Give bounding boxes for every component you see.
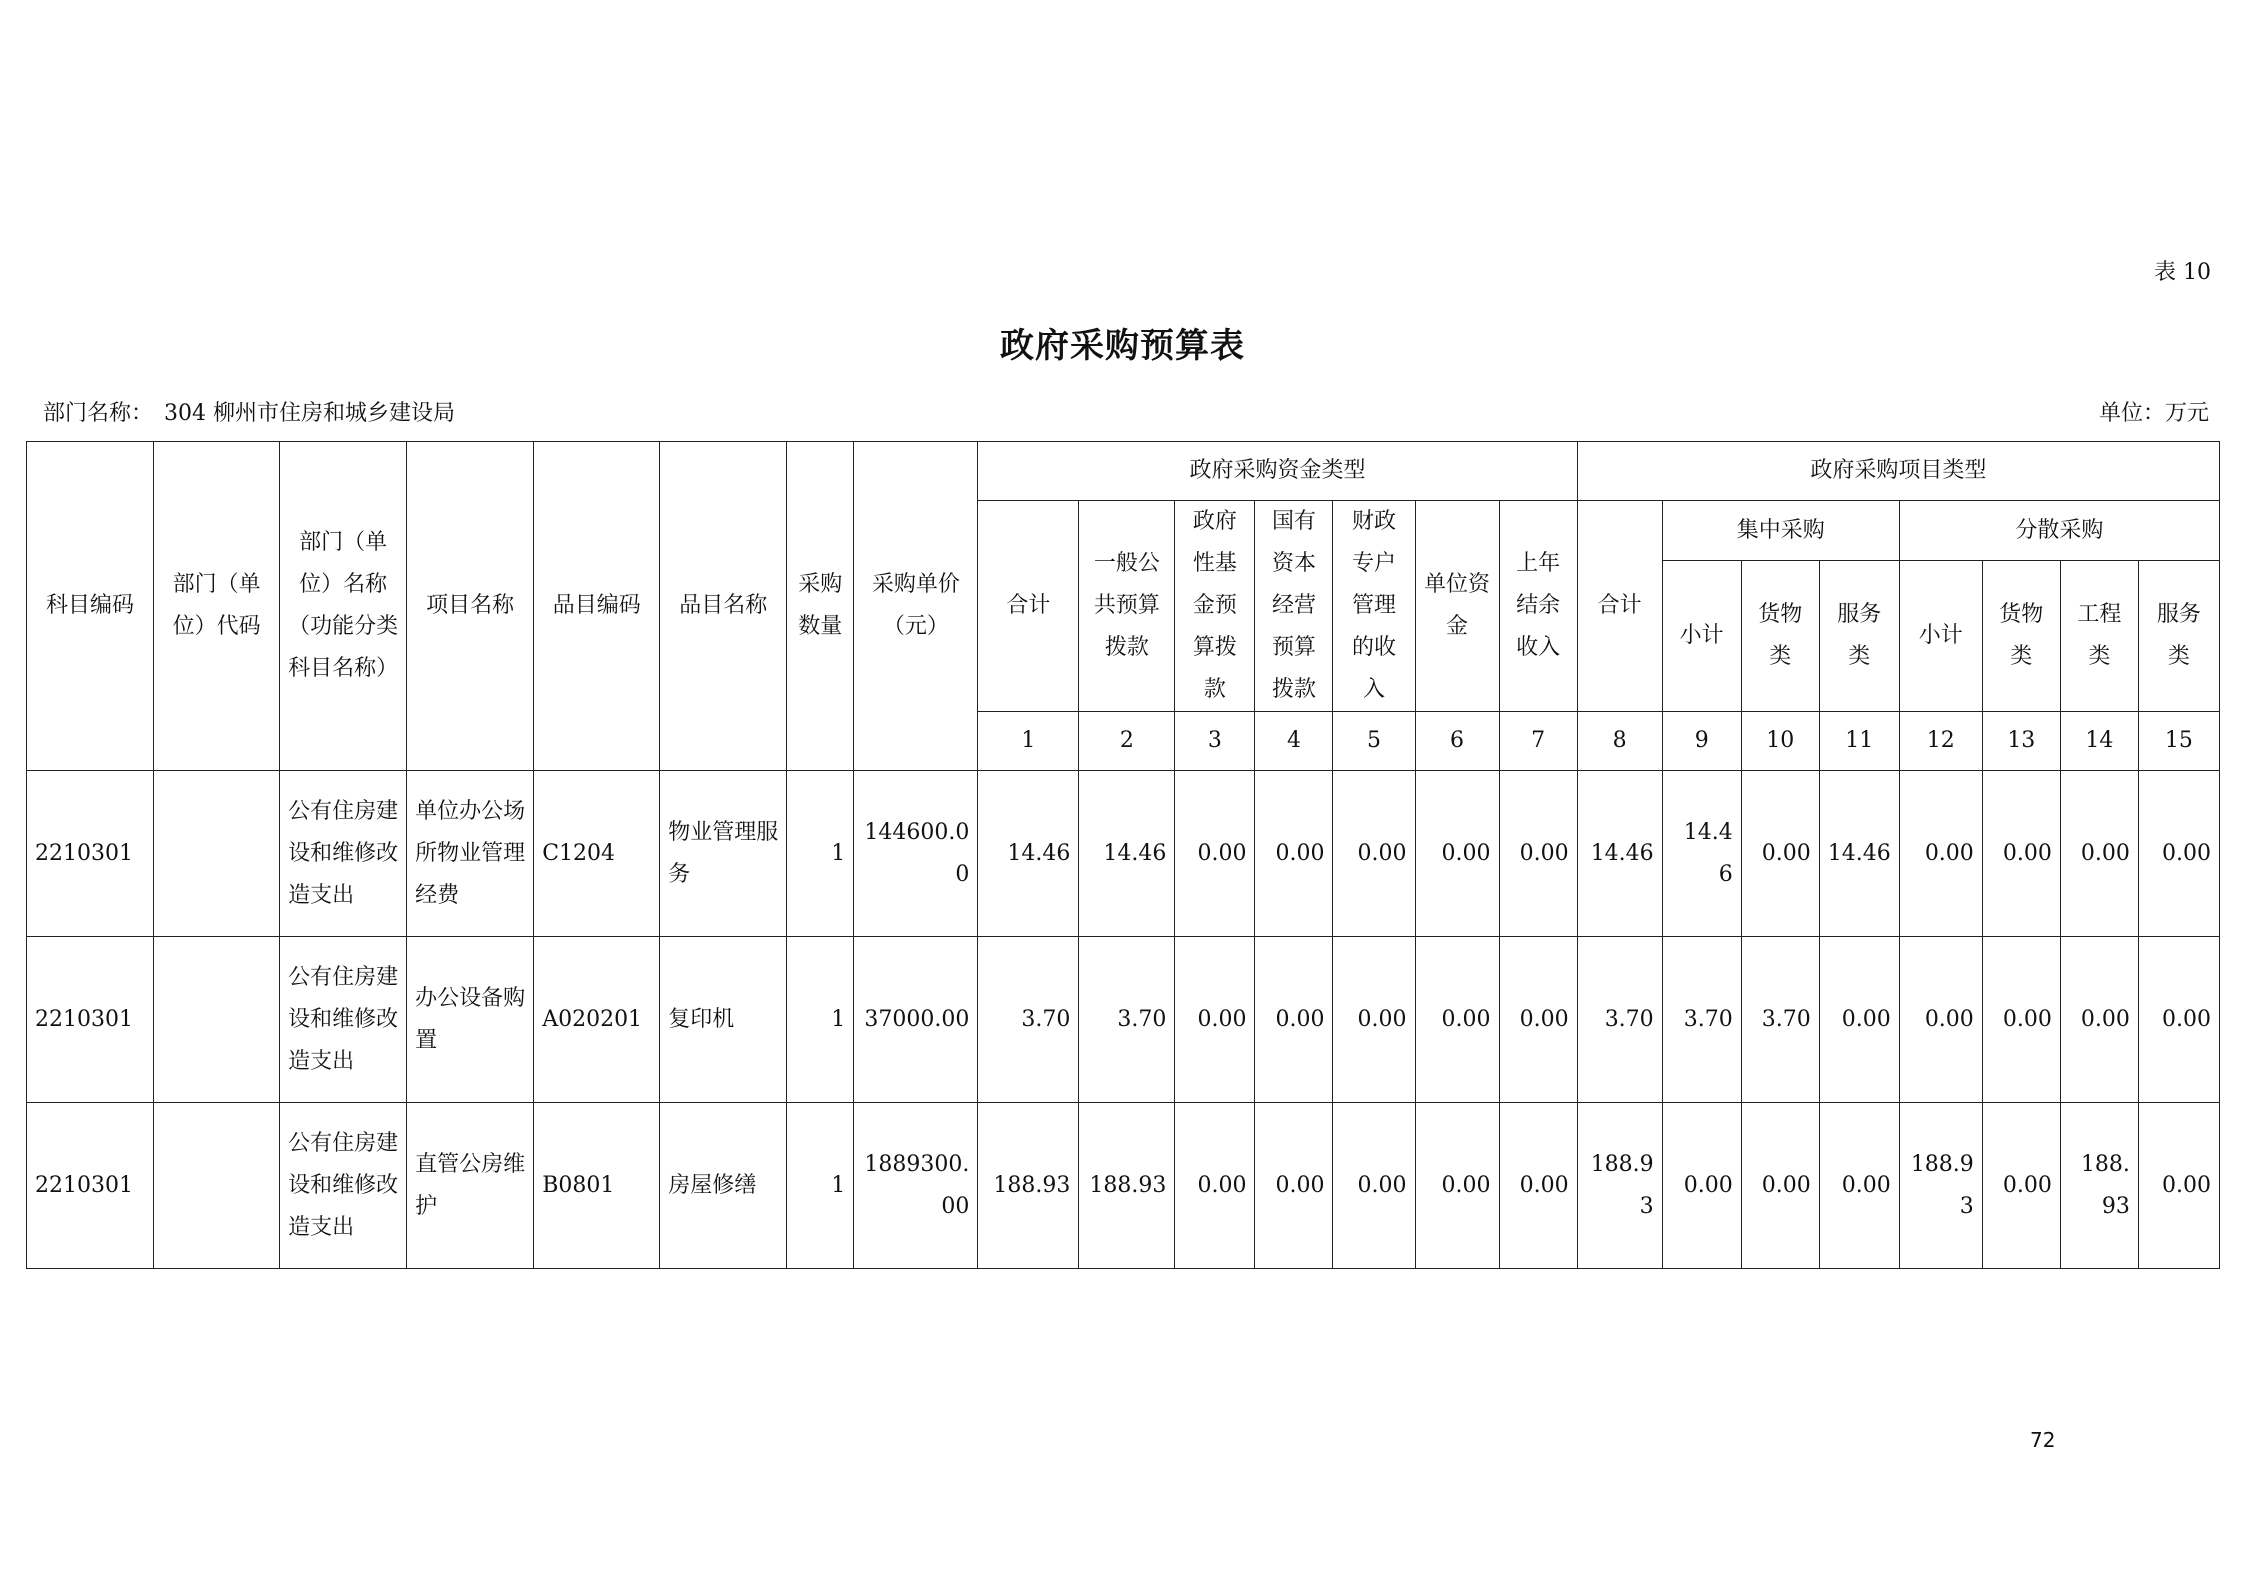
cell-value: 0.00 bbox=[2138, 771, 2219, 937]
cell-subject-code: 2210301 bbox=[27, 937, 154, 1103]
header-gov-fund: 政府性基金预算拨款 bbox=[1175, 501, 1255, 712]
cell-value: 0.00 bbox=[1819, 937, 1899, 1103]
column-number: 3 bbox=[1175, 712, 1255, 771]
header-general-budget: 一般公共预算拨款 bbox=[1079, 501, 1175, 712]
cell-value: 3.70 bbox=[1079, 937, 1175, 1103]
column-number: 14 bbox=[2060, 712, 2138, 771]
cell-value: 0.00 bbox=[1662, 1103, 1741, 1269]
cell-item-name: 物业管理服务 bbox=[660, 771, 787, 937]
cell-value: 0.00 bbox=[1741, 771, 1819, 937]
header-dept-code: 部门（单位）代码 bbox=[154, 442, 280, 771]
cell-unit-price: 37000.00 bbox=[854, 937, 978, 1103]
header-item-name: 品目名称 bbox=[660, 442, 787, 771]
column-number: 6 bbox=[1415, 712, 1499, 771]
column-number: 2 bbox=[1079, 712, 1175, 771]
column-number: 4 bbox=[1255, 712, 1333, 771]
cell-item-name: 复印机 bbox=[660, 937, 787, 1103]
header-project-name: 项目名称 bbox=[407, 442, 534, 771]
header-item-code: 品目编码 bbox=[534, 442, 660, 771]
header-dept-name: 部门（单位）名称（功能分类科目名称） bbox=[280, 442, 407, 771]
header-decentralized: 分散采购 bbox=[1899, 501, 2219, 561]
cell-value: 14.46 bbox=[1079, 771, 1175, 937]
header-centralized: 集中采购 bbox=[1662, 501, 1899, 561]
column-number: 12 bbox=[1899, 712, 1982, 771]
cell-value: 0.00 bbox=[1415, 937, 1499, 1103]
cell-value: 14.46 bbox=[978, 771, 1079, 937]
column-number: 5 bbox=[1333, 712, 1415, 771]
column-number: 15 bbox=[2138, 712, 2219, 771]
page-number: 72 bbox=[2030, 1428, 2056, 1452]
header-proj-total: 合计 bbox=[1577, 501, 1662, 712]
column-number: 11 bbox=[1819, 712, 1899, 771]
cell-dept-code bbox=[154, 771, 280, 937]
cell-value: 188.93 bbox=[1079, 1103, 1175, 1269]
header-last-year-balance: 上年结余收入 bbox=[1499, 501, 1577, 712]
cell-value: 0.00 bbox=[1415, 771, 1499, 937]
cell-value: 0.00 bbox=[2060, 771, 2138, 937]
cell-value: 3.70 bbox=[1577, 937, 1662, 1103]
column-number: 7 bbox=[1499, 712, 1577, 771]
cell-quantity: 1 bbox=[787, 1103, 854, 1269]
cell-value: 0.00 bbox=[1819, 1103, 1899, 1269]
cell-item-code: B0801 bbox=[534, 1103, 660, 1269]
header-c-subtotal: 小计 bbox=[1662, 561, 1741, 712]
cell-value: 0.00 bbox=[1175, 771, 1255, 937]
cell-value: 3.70 bbox=[1662, 937, 1741, 1103]
table-number: 表 10 bbox=[2154, 260, 2211, 285]
cell-item-code: A020201 bbox=[534, 937, 660, 1103]
cell-project-name: 直管公房维护 bbox=[407, 1103, 534, 1269]
cell-value: 188.93 bbox=[1577, 1103, 1662, 1269]
cell-dept-name: 公有住房建设和维修改造支出 bbox=[280, 1103, 407, 1269]
cell-value: 0.00 bbox=[1175, 937, 1255, 1103]
cell-value: 0.00 bbox=[1982, 937, 2060, 1103]
cell-value: 0.00 bbox=[1333, 937, 1415, 1103]
cell-value: 0.00 bbox=[1255, 771, 1333, 937]
cell-quantity: 1 bbox=[787, 771, 854, 937]
header-fund-type-group: 政府采购资金类型 bbox=[978, 442, 1577, 501]
procurement-budget-table bbox=[26, 441, 2220, 1269]
header-unit-fund: 单位资金 bbox=[1415, 501, 1499, 712]
cell-project-name: 单位办公场所物业管理经费 bbox=[407, 771, 534, 937]
cell-value: 0.00 bbox=[1333, 1103, 1415, 1269]
cell-value: 0.00 bbox=[1499, 1103, 1577, 1269]
cell-value: 0.00 bbox=[1255, 937, 1333, 1103]
cell-project-name: 办公设备购置 bbox=[407, 937, 534, 1103]
table-row bbox=[27, 937, 2220, 1103]
cell-value: 0.00 bbox=[1255, 1103, 1333, 1269]
cell-value: 0.00 bbox=[1982, 771, 2060, 937]
cell-unit-price: 144600.00 bbox=[854, 771, 978, 937]
header-subject-code: 科目编码 bbox=[27, 442, 154, 771]
column-number: 9 bbox=[1662, 712, 1741, 771]
department-name: 部门名称： 304 柳州市住房和城乡建设局 bbox=[43, 401, 455, 426]
cell-subject-code: 2210301 bbox=[27, 1103, 154, 1269]
cell-value: 14.46 bbox=[1662, 771, 1741, 937]
table-row bbox=[27, 1103, 2220, 1269]
table-row bbox=[27, 771, 2220, 937]
header-state-capital: 国有资本经营预算拨款 bbox=[1255, 501, 1333, 712]
header-project-type-group: 政府采购项目类型 bbox=[1577, 442, 2219, 501]
page-title: 政府采购预算表 bbox=[1000, 326, 1245, 366]
cell-value: 0.00 bbox=[1415, 1103, 1499, 1269]
header-quantity: 采购数量 bbox=[787, 442, 854, 771]
cell-subject-code: 2210301 bbox=[27, 771, 154, 937]
cell-value: 0.00 bbox=[1741, 1103, 1819, 1269]
column-number: 1 bbox=[978, 712, 1079, 771]
header-fund-total: 合计 bbox=[978, 501, 1079, 712]
header-d-subtotal: 小计 bbox=[1899, 561, 1982, 712]
header-d-goods: 货物类 bbox=[1982, 561, 2060, 712]
cell-value: 0.00 bbox=[1982, 1103, 2060, 1269]
cell-value: 14.46 bbox=[1819, 771, 1899, 937]
cell-item-code: C1204 bbox=[534, 771, 660, 937]
header-fiscal-special: 财政专户管理的收入 bbox=[1333, 501, 1415, 712]
cell-unit-price: 1889300.00 bbox=[854, 1103, 978, 1269]
cell-value: 188.93 bbox=[1899, 1103, 1982, 1269]
cell-value: 14.46 bbox=[1577, 771, 1662, 937]
cell-value: 0.00 bbox=[2138, 1103, 2219, 1269]
header-d-engineering: 工程类 bbox=[2060, 561, 2138, 712]
cell-value: 0.00 bbox=[2138, 937, 2219, 1103]
cell-value: 3.70 bbox=[978, 937, 1079, 1103]
header-c-services: 服务类 bbox=[1819, 561, 1899, 712]
cell-value: 0.00 bbox=[1499, 937, 1577, 1103]
cell-value: 0.00 bbox=[1175, 1103, 1255, 1269]
cell-dept-code bbox=[154, 937, 280, 1103]
cell-value: 3.70 bbox=[1741, 937, 1819, 1103]
cell-quantity: 1 bbox=[787, 937, 854, 1103]
cell-value: 0.00 bbox=[1899, 771, 1982, 937]
cell-value: 0.00 bbox=[1333, 771, 1415, 937]
cell-value: 0.00 bbox=[2060, 937, 2138, 1103]
cell-value: 0.00 bbox=[1499, 771, 1577, 937]
cell-dept-name: 公有住房建设和维修改造支出 bbox=[280, 771, 407, 937]
cell-value: 188.93 bbox=[2060, 1103, 2138, 1269]
cell-value: 188.93 bbox=[978, 1103, 1079, 1269]
header-d-services: 服务类 bbox=[2138, 561, 2219, 712]
column-number: 8 bbox=[1577, 712, 1662, 771]
header-unit-price: 采购单价（元） bbox=[854, 442, 978, 771]
cell-item-name: 房屋修缮 bbox=[660, 1103, 787, 1269]
column-number: 13 bbox=[1982, 712, 2060, 771]
unit-label: 单位：万元 bbox=[2098, 401, 2209, 426]
header-c-goods: 货物类 bbox=[1741, 561, 1819, 712]
cell-dept-code bbox=[154, 1103, 280, 1269]
cell-value: 0.00 bbox=[1899, 937, 1982, 1103]
cell-dept-name: 公有住房建设和维修改造支出 bbox=[280, 937, 407, 1103]
column-number: 10 bbox=[1741, 712, 1819, 771]
